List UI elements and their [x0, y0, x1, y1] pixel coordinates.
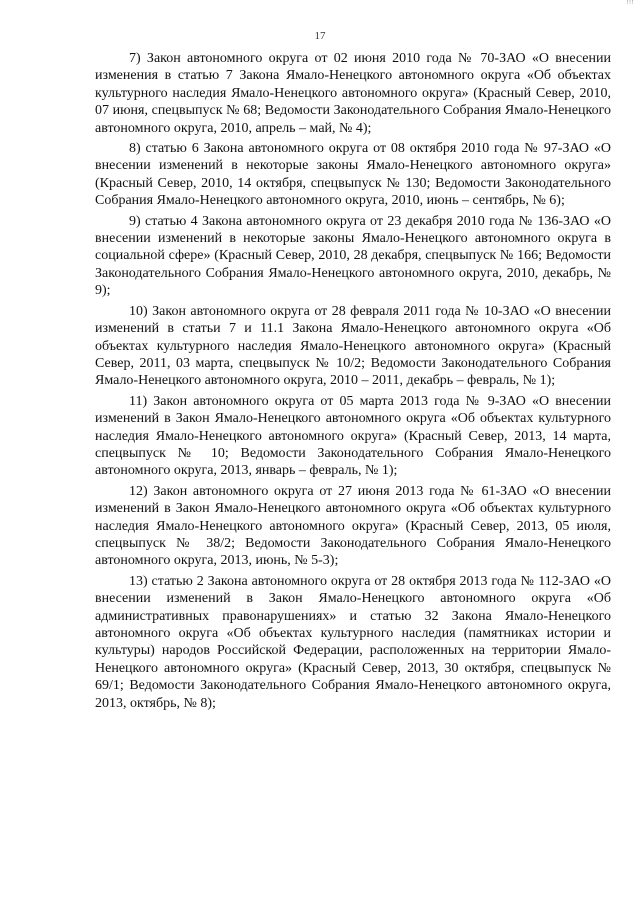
corner-mark: !!!	[626, 0, 634, 6]
list-item-12: 12) Закон автономного округа от 27 июня 2013 года № 61-ЗАО «О внесении изменений в Закон Ямало-Ненецкого автономного округа «Об объектах культурного наследия Ямало-Ненецкого автономного округа» (Красный Север, 2013, 05 июля, спецвыпуск № 38/2; Ведомости Законодательного Собрания Ямало-Ненецкого автономного округа, 2013, июнь, № 5-3);	[95, 483, 611, 569]
list-item-13: 13) статью 2 Закона автономного округа от 28 октября 2013 года № 112-ЗАО «О внесении изменений в Закон Ямало-Ненецкого автономного округа «Об административных правонарушениях» и статью 32 Закона Ямало-Ненецкого автономного округа «Об объектах культурного наследия (памятниках истории и культуры) народов Российской Федерации, расположенных на территории Ямало-Ненецкого автономного округа» (Красный Север, 2013, 30 октября, спецвыпуск № 69/1; Ведомости Законодательного Собрания Ямало-Ненецкого автономного округа, 2013, октябрь, № 8);	[95, 573, 611, 711]
page-number: 17	[314, 30, 326, 42]
list-item-7: 7) Закон автономного округа от 02 июня 2010 года № 70-ЗАО «О внесении изменения в статью 7 Закона Ямало-Ненецкого автономного округа «Об объектах культурного наследия Ямало-Ненецкого автономного округа» (Красный Север, 2010, 07 июня, спецвыпуск № 68; Ведомости Законодательного Собрания Ямало-Ненецкого автономного округа, 2010, апрель – май, № 4);	[95, 51, 611, 136]
list-item-9: 9) статью 4 Закона автономного округа от 23 декабря 2010 года № 136-ЗАО «О внесении изменений в некоторые законы Ямало-Ненецкого автономного округа в социальной сфере» (Красный Север, 2010, 28 декабря, спецвыпуск № 166; Ведомости Законодательного Собрания Ямало-Ненецкого автономного округа, 2010, декабрь, № 9);	[95, 213, 611, 299]
list-item-8: 8) статью 6 Закона автономного округа от 08 октября 2010 года № 97-ЗАО «О внесении изменений в некоторые законы Ямало-Ненецкого автономного округа» (Красный Север, 2010, 14 октября, спецвыпуск № 130; Ведомости Законодательного Собрания Ямало-Ненецкого автономного округа, 2010, июнь – сентябрь, № 6);	[95, 141, 611, 209]
document-body	[95, 50, 611, 715]
list-item-11: 11) Закон автономного округа от 05 марта 2013 года № 9-ЗАО «О внесении изменений в Закон Ямало-Ненецкого автономного округа «Об объектах культурного наследия Ямало-Ненецкого автономного округа» (Красный Север, 2013, 14 марта, спецвыпуск № 10; Ведомости Законодательного Собрания Ямало-Ненецкого автономного округа, 2013, январь – февраль, № 1);	[95, 393, 611, 479]
list-item-10: 10) Закон автономного округа от 28 февраля 2011 года № 10-ЗАО «О внесении изменений в статьи 7 и 11.1 Закона Ямало-Ненецкого автономного округа «Об объектах культурного наследия Ямало-Ненецкого автономного округа» (Красный Север, 2011, 03 марта, спецвыпуск № 10/2; Ведомости Законодательного Собрания Ямало-Ненецкого автономного округа, 2010 – 2011, декабрь – февраль, № 1);	[95, 303, 611, 389]
